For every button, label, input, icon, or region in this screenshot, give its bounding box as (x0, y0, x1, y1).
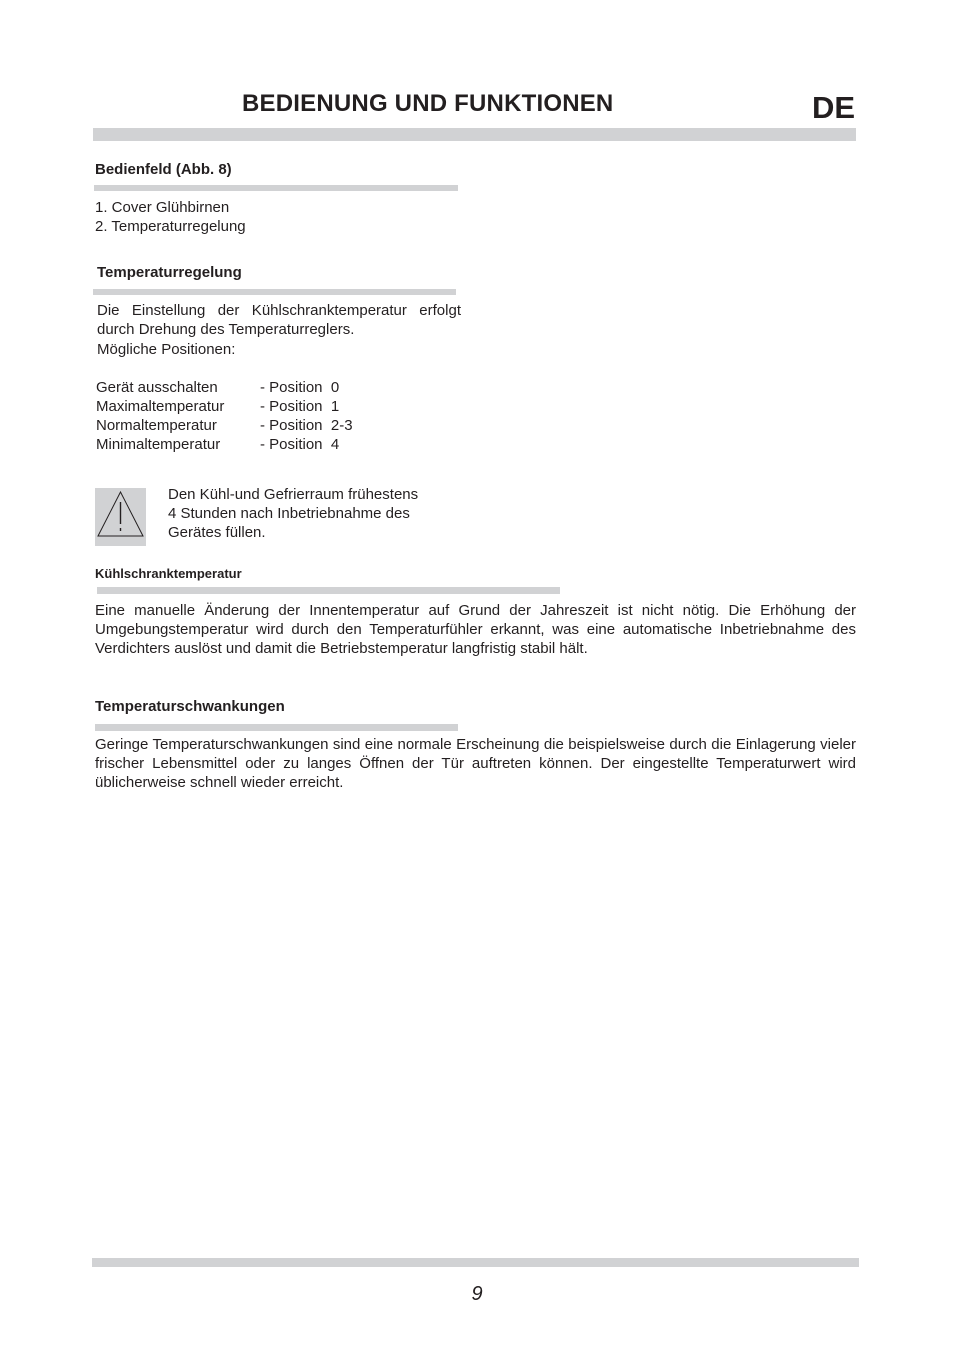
section-divider-temperaturschwankungen (95, 724, 458, 731)
position-value: - Position 1 (260, 398, 340, 415)
page-number: 9 (471, 1283, 483, 1305)
header-divider (93, 128, 856, 141)
section-heading-kuehlschranktemperatur: Kühlschranktemperatur (95, 566, 242, 581)
intro-text-line: durch Drehung des Temperaturreglers. (97, 321, 355, 338)
intro-text-line: Die Einstellung der Kühlschranktemperatur erfolgt (97, 302, 461, 319)
warning-triangle-icon (95, 488, 146, 546)
position-name: Normaltemperatur (96, 417, 217, 434)
intro-text-line: Mögliche Positionen: (97, 341, 236, 358)
footer-divider (92, 1258, 859, 1267)
section-heading-temperaturschwankungen: Temperaturschwankungen (95, 698, 285, 715)
position-value: - Position 2-3 (260, 417, 353, 434)
section-divider-kuehlschranktemperatur (97, 587, 560, 594)
section-divider-temperaturregelung (93, 289, 456, 295)
section-divider-bedienfeld (94, 185, 458, 191)
position-value: - Position 4 (260, 436, 340, 453)
list-item: 1. Cover Glühbirnen (95, 199, 230, 216)
page-title: BEDIENUNG UND FUNKTIONEN (242, 90, 614, 117)
warning-text-line: 4 Stunden nach Inbetriebnahme des (168, 505, 410, 522)
language-code: DE (812, 90, 856, 125)
warning-text-line: Den Kühl-und Gefrierraum frühestens (168, 486, 419, 503)
position-name: Gerät ausschalten (96, 379, 218, 396)
body-paragraph: Geringe Temperaturschwankungen sind eine normale Erscheinung die beispielsweise durch die Einlagerung vieler frischer Lebensmittel oder zu langes Öffnen der Tür auftreten können. Der eingestellte Temperaturwert wird üblicherweise schnell wieder erreicht. (95, 736, 856, 791)
warning-text-line: Gerätes füllen. (168, 524, 266, 541)
section-heading-temperaturregelung: Temperaturregelung (97, 264, 242, 281)
list-item: 2. Temperaturregelung (95, 218, 246, 235)
position-name: Maximaltemperatur (96, 398, 225, 415)
position-name: Minimaltemperatur (96, 436, 221, 453)
section-heading-bedienfeld: Bedienfeld (Abb. 8) (95, 161, 232, 178)
body-paragraph: Eine manuelle Änderung der Innentemperatur auf Grund der Jahreszeit ist nicht nötig. Die Erhöhung der Umgebungstemperatur wird durch den Temperaturfühler erkannt, was eine automatische Inbetriebnahme des Verdichters auslöst und damit die Betriebstemperatur langfristig stabil hält. (95, 602, 856, 657)
position-value: - Position 0 (260, 379, 340, 396)
